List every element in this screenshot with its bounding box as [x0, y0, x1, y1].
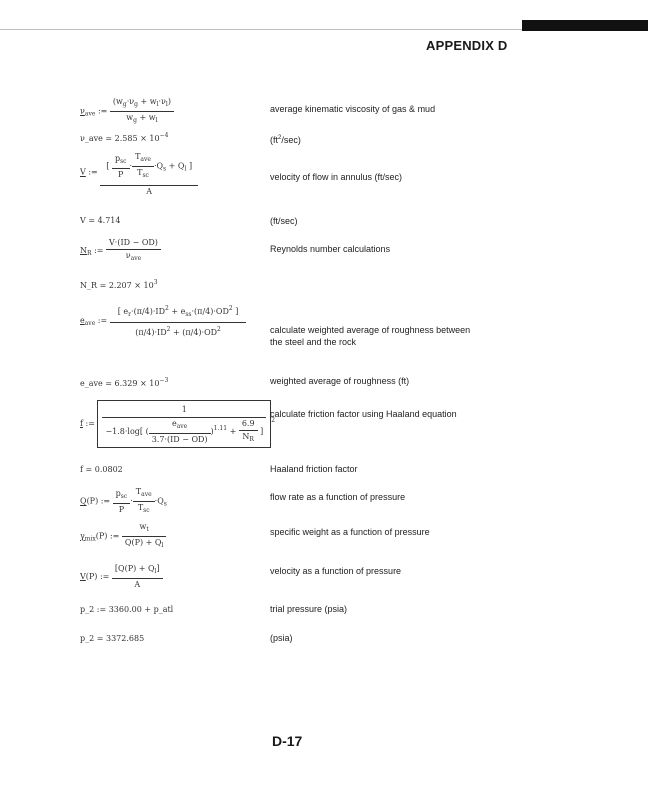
- desc-reynolds: Reynolds number calculations: [270, 244, 391, 254]
- unit-pressure: (psia): [270, 633, 293, 643]
- value-velocity: V = 4.714: [80, 216, 121, 225]
- equation-flow-rate: Q(P) := $\frac{p_{sc}}{P}$ · $\frac{T_{ave}}{T_{sc}}$ $\cdot Q_s$: [80, 487, 167, 514]
- value-roughness: e_ave = $6.329 \times 10^{-3}$: [80, 377, 169, 388]
- desc-viscosity: average kinematic viscosity of gas & mud: [270, 104, 436, 114]
- unit-velocity: (ft/sec): [270, 216, 298, 226]
- equation-velocity-def: V := [ $\frac{p_{sc}}{P}$ · $\frac{T_{ave}}{T_{sc}}$ $\cdot Q_s + Q_l$ ] A: [80, 148, 198, 197]
- equation-trial-pressure: p_2 := 3360.00 + p_atl: [80, 605, 174, 614]
- desc-velocity-pressure: velocity as a function of pressure: [270, 566, 402, 576]
- equation-specific-weight: $\gamma_{mix}(P)$ := $\frac{w_t}{Q(P) + Q_l}$: [80, 522, 166, 551]
- desc-roughness: calculate weighted average of roughness between the steel and the rock: [270, 325, 471, 347]
- unit-viscosity: $(ft^2/\sec)$: [270, 135, 301, 145]
- equation-roughness-def: $e_{ave}$ := $\frac{[ e_r\cdot(\pi/4)\cdot ID^2 + e_{ss}\cdot(\pi/4)\cdot OD^2 ]}{(\pi/4)\cdot ID^2 + (\pi/4)\cdot OD^2}$: [80, 302, 246, 340]
- equation-reynolds-def: $N_R$ := $\frac{V\cdot(ID - OD)}{\nu_{ave}}$: [80, 238, 161, 264]
- equation-haaland: f := 1 −1.8·log[ ( $\frac{e_{ave}}{3.7\cdot(ID - OD)}$ )$^{1.11}$ + $\frac{6.9}{N_R}$ ] $^2$: [80, 400, 275, 448]
- value-viscosity: ν_ave = $2.585 \times 10^{-4}$: [80, 132, 169, 143]
- desc-trial-pressure: trial pressure (psia): [270, 604, 348, 614]
- desc-flow-rate: flow rate as a function of pressure: [270, 492, 406, 502]
- value-friction-factor: f = 0.0802: [80, 465, 123, 474]
- desc-roughness-value: weighted average of roughness (ft): [270, 376, 410, 386]
- value-reynolds: N_R = $2.207 \times 10^3$: [80, 279, 158, 290]
- value-pressure: p_2 = 3372.685: [80, 634, 145, 643]
- desc-friction-factor: Haaland friction factor: [270, 464, 358, 474]
- desc-haaland: calculate friction factor using Haaland equation: [270, 409, 457, 419]
- header-tab-bar: [522, 20, 648, 31]
- page-number: D-17: [272, 733, 303, 749]
- desc-specific-weight: specific weight as a function of pressure: [270, 527, 430, 537]
- equation-viscosity-def: $\nu_{ave}$ := $\frac{(w_g\cdot\nu_g + w_l\cdot\nu_l)}{w_g + w_l}$: [80, 97, 174, 126]
- appendix-heading: APPENDIX D: [426, 38, 508, 53]
- equation-velocity-pressure: V(P) := $\frac{[Q(P) + Q_l]}{A}$: [80, 564, 163, 590]
- desc-velocity: velocity of flow in annulus (ft/sec): [270, 172, 403, 182]
